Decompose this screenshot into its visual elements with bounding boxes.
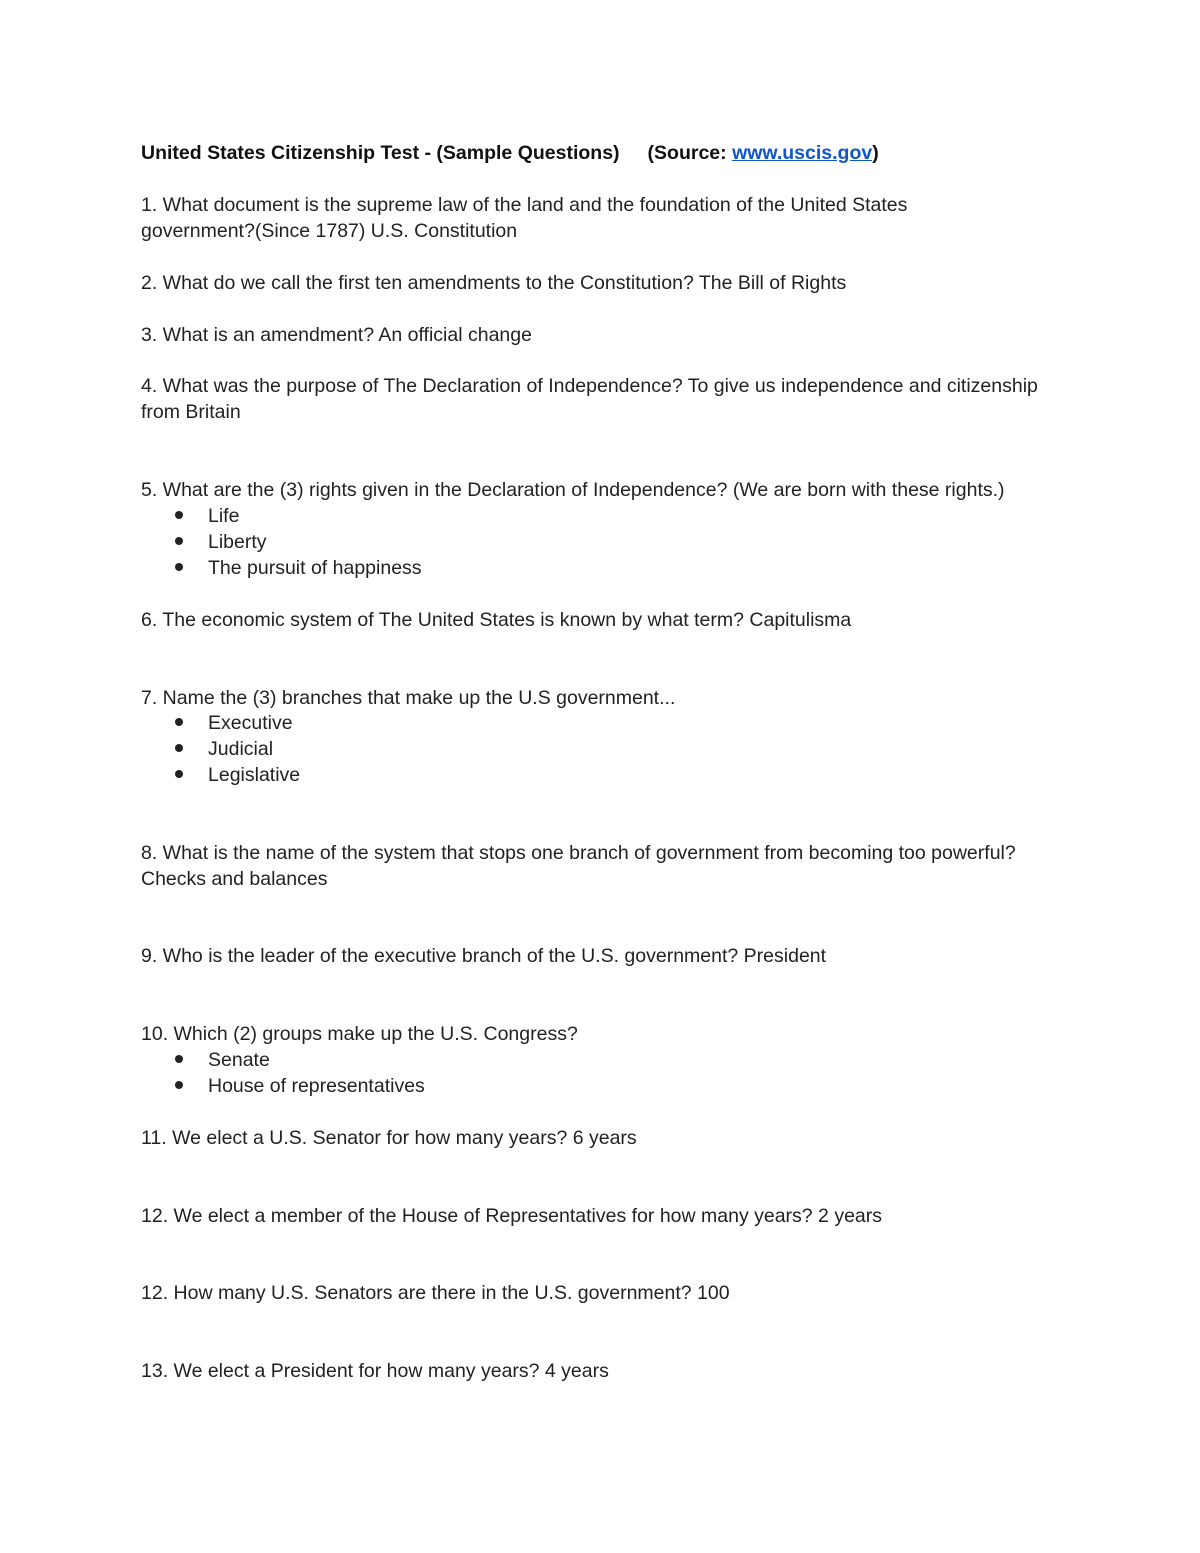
question-2: 2. What do we call the first ten amendments to the Constitution? The Bill of Rights: [141, 272, 847, 294]
question-6: 6. The economic system of The United States is known by what term? Capitulisma: [141, 609, 852, 631]
list-item: [175, 503, 239, 529]
list-item-text: Legislative: [208, 764, 301, 786]
bullet-icon: [175, 1081, 183, 1089]
list-item-text: Liberty: [208, 531, 267, 553]
bullet-icon: [175, 1055, 183, 1063]
bullet-icon: [175, 718, 183, 726]
bullet-icon: [175, 537, 183, 545]
list-item: [175, 762, 300, 788]
list-item-text: Life: [208, 505, 240, 527]
question-3: 3. What is an amendment? An official change: [141, 324, 532, 346]
question-4-line-2: from Britain: [141, 401, 241, 423]
document-title: [141, 140, 879, 166]
bullet-icon: [175, 770, 183, 778]
title-main: United States Citizenship Test - (Sample Questions): [141, 142, 620, 164]
list-item-text: Senate: [208, 1049, 270, 1071]
list-item: [175, 555, 422, 581]
title-source-prefix: (Source:: [647, 142, 733, 164]
question-12a: 12. We elect a member of the House of Representatives for how many years? 2 years: [141, 1205, 882, 1227]
question-7: 7. Name the (3) branches that make up the U.S government...: [141, 687, 676, 709]
question-4-line-1: 4. What was the purpose of The Declaration of Independence? To give us independence and citizenship: [141, 375, 1038, 397]
list-item-text: The pursuit of happiness: [208, 557, 422, 579]
bullet-icon: [175, 511, 183, 519]
list-item: [175, 736, 273, 762]
question-9: 9. Who is the leader of the executive branch of the U.S. government? President: [141, 945, 827, 967]
question-5: 5. What are the (3) rights given in the Declaration of Independence? (We are born with these rights.): [141, 479, 1005, 501]
list-item-text: Judicial: [208, 738, 274, 760]
question-11: 11. We elect a U.S. Senator for how many years? 6 years: [141, 1127, 637, 1149]
question-10: 10. Which (2) groups make up the U.S. Congress?: [141, 1023, 578, 1045]
list-item: [175, 1047, 270, 1073]
list-item: [175, 1073, 425, 1099]
bullet-icon: [175, 563, 183, 571]
title-source-suffix: ): [872, 142, 879, 164]
question-8-line-2: Checks and balances: [141, 868, 328, 890]
list-item: [175, 710, 293, 736]
question-13: 13. We elect a President for how many years? 4 years: [141, 1360, 609, 1382]
list-item-text: House of representatives: [208, 1075, 425, 1097]
list-item-text: Executive: [208, 712, 293, 734]
question-12b: 12. How many U.S. Senators are there in the U.S. government? 100: [141, 1282, 730, 1304]
list-item: [175, 529, 267, 555]
question-8-line-1: 8. What is the name of the system that stops one branch of government from becoming too powerful?: [141, 842, 1016, 864]
question-1-line-2: government?(Since 1787) U.S. Constitution: [141, 220, 518, 242]
bullet-icon: [175, 744, 183, 752]
question-1-line-1: 1. What document is the supreme law of the land and the foundation of the United States: [141, 194, 908, 216]
uscis-link[interactable]: www.uscis.gov: [732, 142, 873, 164]
